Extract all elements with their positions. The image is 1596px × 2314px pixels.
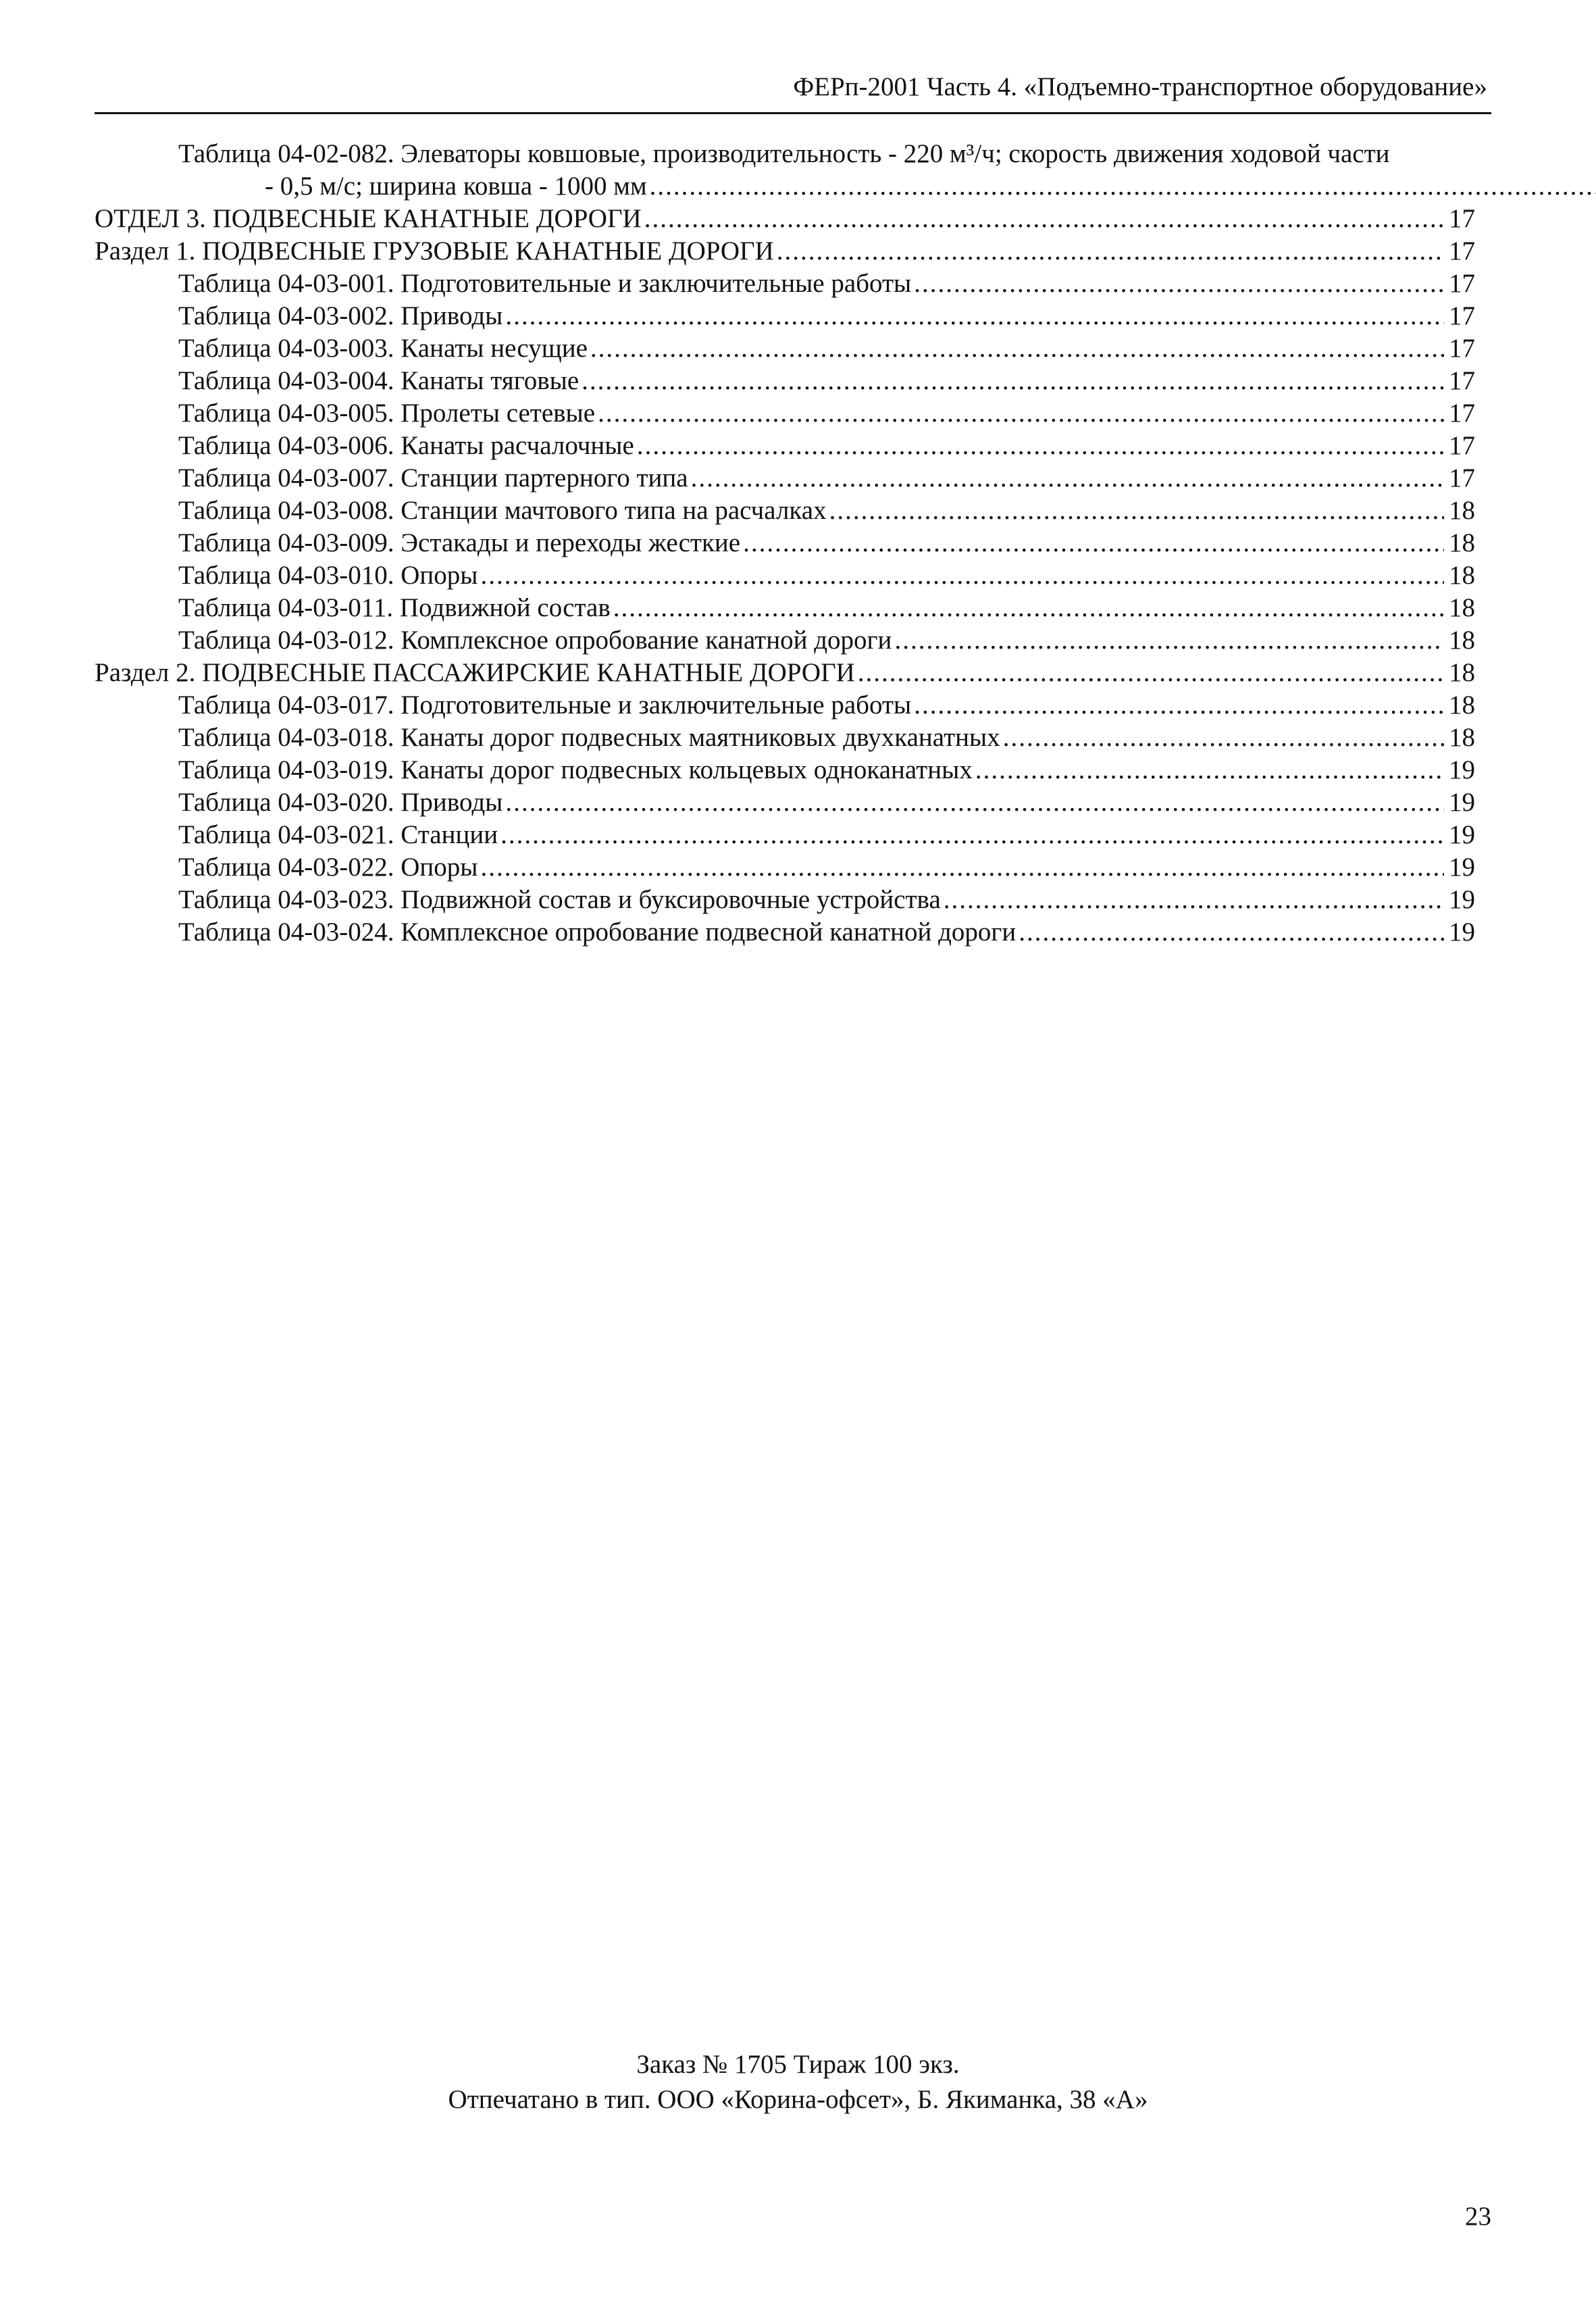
toc-page-number: 17: [1449, 204, 1475, 233]
toc-dot-leader: [481, 559, 1444, 592]
toc-page-number: 18: [1449, 658, 1475, 687]
toc-table-entry: [95, 884, 1475, 916]
toc-entry-first-line1: [95, 138, 1499, 170]
toc-entry-text: Таблица 04-03-008. Станции мачтового типа на расчалках: [178, 496, 827, 525]
toc-table-entry: [95, 916, 1475, 949]
toc-table-entry: [95, 689, 1475, 722]
toc-table-entry: [95, 722, 1475, 754]
toc-entry-text: Таблица 04-03-019. Канаты дорог подвесных кольцевых одноканатных: [178, 755, 973, 784]
toc-table-entry: [95, 754, 1475, 786]
toc-dot-leader: [582, 365, 1444, 397]
toc-dot-leader: [613, 592, 1444, 624]
toc-entry-text: Таблица 04-02-082. Элеваторы ковшовые, производительность - 220 м³/ч; скорость движения ходовой части: [178, 139, 1390, 168]
toc-section-entry: [95, 235, 1475, 268]
toc-page-number: 17: [1449, 301, 1475, 330]
toc-page-number: 17: [1449, 366, 1475, 395]
toc-dot-leader: [858, 657, 1444, 689]
toc-dot-leader: [829, 495, 1444, 527]
toc-page-number: 17: [1449, 463, 1475, 493]
toc-table-entry: [95, 559, 1475, 592]
toc-entry-first-line2: [95, 170, 1596, 203]
toc-page-number: 17: [1449, 431, 1475, 460]
toc-table-entry: [95, 495, 1475, 527]
toc-table-entry: [95, 365, 1475, 397]
toc-entry-text: Таблица 04-03-024. Комплексное опробование подвесной канатной дороги: [178, 917, 1016, 947]
toc-entry-text: ОТДЕЛ 3. ПОДВЕСНЫЕ КАНАТНЫЕ ДОРОГИ: [95, 204, 642, 233]
toc-table-entry: [95, 851, 1475, 884]
toc-page-number: 19: [1449, 755, 1475, 784]
running-title: ФЕРп-2001 Часть 4. «Подъемно-транспортное оборудование»: [793, 72, 1487, 101]
toc-entry-text: Таблица 04-03-007. Станции партерного типа: [178, 463, 688, 493]
toc-entry-text: Таблица 04-03-003. Канаты несущие: [178, 334, 588, 363]
toc-dot-leader: [975, 754, 1444, 786]
toc-entry-text: Таблица 04-03-009. Эстакады и переходы жесткие: [178, 528, 741, 557]
toc-page-number: 18: [1449, 690, 1475, 720]
toc-page-number: 17: [1449, 269, 1475, 298]
toc-entry-text: Таблица 04-03-004. Канаты тяговые: [178, 366, 580, 395]
toc-dot-leader: [914, 689, 1444, 722]
toc-dot-leader: [691, 462, 1444, 495]
toc-page-number: 19: [1449, 917, 1475, 947]
toc-entry-text: Таблица 04-03-001. Подготовительные и заключительные работы: [178, 269, 912, 298]
toc-page-number: 17: [1449, 399, 1475, 428]
toc-entry-text: Таблица 04-03-012. Комплексное опробование канатной дороги: [178, 626, 892, 655]
toc-entry-text: Таблица 04-03-006. Канаты расчалочные: [178, 431, 634, 460]
toc-dot-leader: [644, 203, 1444, 235]
toc-section-entry: [95, 657, 1475, 689]
toc-section-entry: [95, 203, 1475, 235]
toc-table-entry: [95, 300, 1475, 332]
toc-page-number: 17: [1449, 334, 1475, 363]
toc-entry-text: Таблица 04-03-010. Опоры: [178, 561, 478, 590]
toc-entry-text: Таблица 04-03-018. Канаты дорог подвесных маятниковых двухканатных: [178, 723, 1000, 752]
toc-entry-text: - 0,5 м/с; ширина ковша - 1000 мм: [265, 172, 647, 201]
toc-table-entry: [95, 462, 1475, 495]
toc-table-entry: [95, 430, 1475, 462]
toc-dot-leader: [944, 884, 1444, 916]
toc-entry-text: Таблица 04-03-005. Пролеты сетевые: [178, 399, 596, 428]
page-number: 23: [1465, 2202, 1491, 2231]
toc-entry-text: Таблица 04-03-017. Подготовительные и заключительные работы: [178, 690, 912, 720]
toc-dot-leader: [914, 268, 1444, 300]
toc-page-number: 18: [1449, 528, 1475, 557]
toc-table-entry: [95, 268, 1475, 300]
toc-dot-leader: [500, 819, 1444, 851]
toc-table-entry: [95, 527, 1475, 559]
toc-page-number: 19: [1449, 820, 1475, 849]
toc-table-entry: [95, 332, 1475, 365]
toc-dot-leader: [505, 300, 1444, 332]
colophon-order-line: Заказ № 1705 Тираж 100 экз.: [636, 2050, 960, 2079]
toc-dot-leader: [777, 235, 1444, 268]
toc-entry-text: Раздел 1. ПОДВЕСНЫЕ ГРУЗОВЫЕ КАНАТНЫЕ ДОРОГИ: [95, 236, 774, 266]
toc-dot-leader: [505, 786, 1444, 819]
toc-entry-text: Таблица 04-03-002. Приводы: [178, 301, 503, 330]
toc-entry-text: Раздел 2. ПОДВЕСНЫЕ ПАССАЖИРСКИЕ КАНАТНЫЕ ДОРОГИ: [95, 658, 855, 687]
toc-entry-text: Таблица 04-03-011. Подвижной состав: [178, 593, 611, 622]
toc-dot-leader: [650, 170, 1596, 203]
toc-page-number: 19: [1449, 885, 1475, 914]
toc-page-number: 17: [1449, 236, 1475, 266]
toc-page-number: 18: [1449, 593, 1475, 622]
toc-dot-leader: [743, 527, 1444, 559]
toc-table-entry: [95, 397, 1475, 430]
toc-table-entry: [95, 819, 1475, 851]
toc-page-number: 18: [1449, 723, 1475, 752]
toc-entries: [95, 203, 1499, 949]
toc-page-number: 18: [1449, 496, 1475, 525]
toc-dot-leader: [894, 624, 1444, 657]
toc-dot-leader: [590, 332, 1444, 365]
toc-dot-leader: [1019, 916, 1444, 949]
toc-dot-leader: [1003, 722, 1444, 754]
toc-entry-text: Таблица 04-03-020. Приводы: [178, 788, 503, 817]
colophon-printer-line: Отпечатано в тип. ООО «Корина-офсет», Б. Якиманка, 38 «А»: [448, 2085, 1148, 2114]
toc-page-number: 19: [1449, 788, 1475, 817]
toc-table-entry: [95, 592, 1475, 624]
toc-entry-text: Таблица 04-03-022. Опоры: [178, 853, 478, 882]
toc-entry-text: Таблица 04-03-021. Станции: [178, 820, 498, 849]
toc-dot-leader: [598, 397, 1444, 430]
page-header: [95, 68, 1491, 114]
toc-dot-leader: [637, 430, 1444, 462]
colophon: [0, 2047, 1596, 2117]
toc-page-number: 18: [1449, 626, 1475, 655]
toc-table-entry: [95, 786, 1475, 819]
toc-table-entry: [95, 624, 1475, 657]
toc-dot-leader: [481, 851, 1444, 884]
table-of-contents: [95, 138, 1499, 949]
toc-entry-text: Таблица 04-03-023. Подвижной состав и буксировочные устройства: [178, 885, 941, 914]
toc-page-number: 19: [1449, 853, 1475, 882]
toc-page-number: 18: [1449, 561, 1475, 590]
